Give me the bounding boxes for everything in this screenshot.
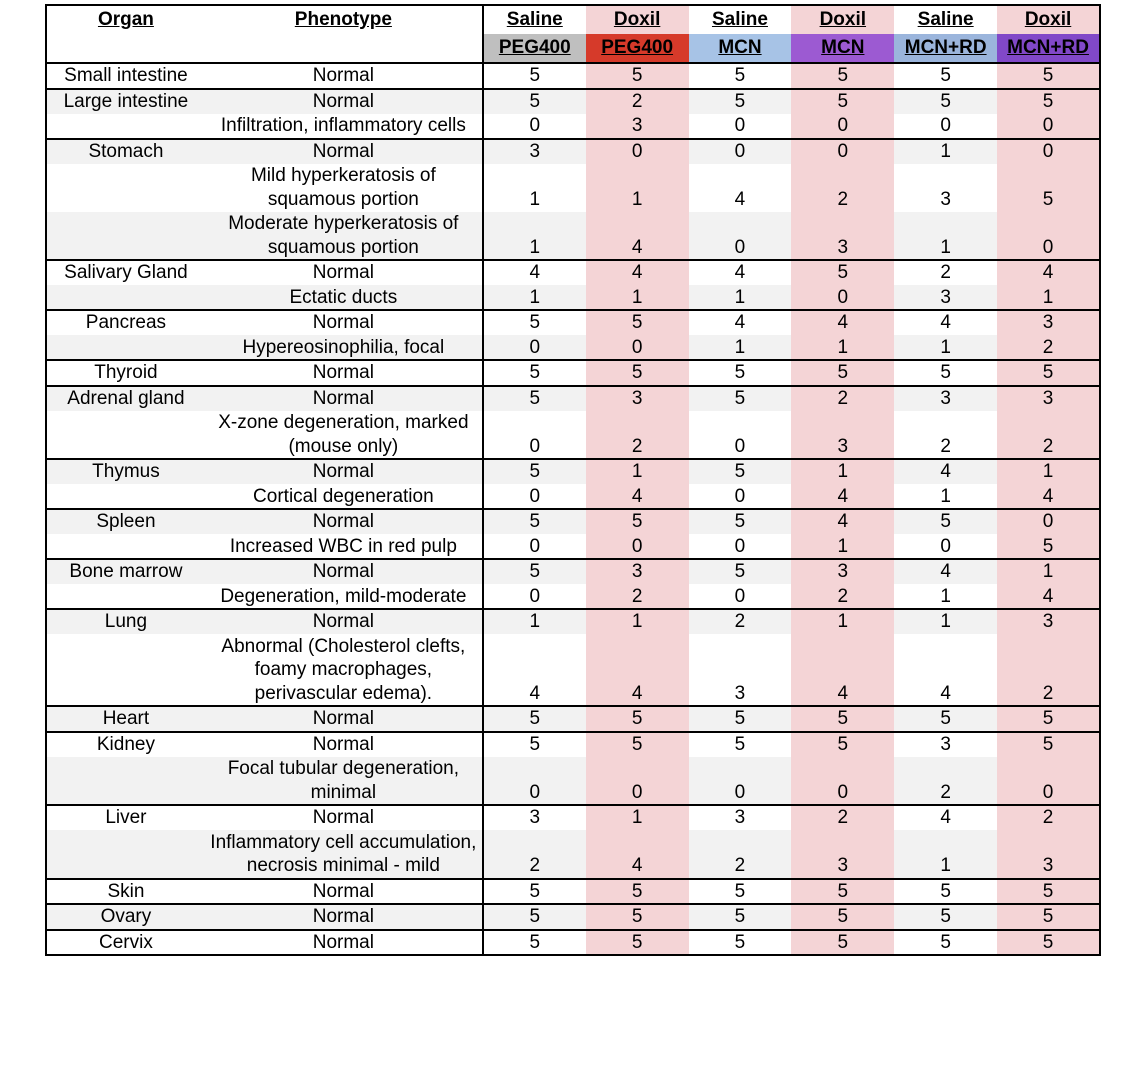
- count-cell: 1: [894, 335, 997, 360]
- count-cell: 5: [586, 706, 689, 732]
- table-row: [46, 285, 1100, 310]
- count-cell: 2: [483, 830, 586, 879]
- count-cell: 1: [483, 164, 586, 212]
- count-cell: 5: [483, 930, 586, 956]
- table-row: [46, 930, 1100, 956]
- count-cell: 4: [894, 459, 997, 484]
- count-cell: 5: [483, 509, 586, 534]
- count-cell: 0: [791, 114, 894, 139]
- count-cell: 5: [483, 879, 586, 905]
- count-cell: 4: [586, 212, 689, 261]
- organ-cell: [46, 335, 205, 360]
- count-cell: 0: [586, 335, 689, 360]
- count-cell: 5: [997, 879, 1100, 905]
- count-cell: 5: [483, 310, 586, 335]
- count-cell: 4: [791, 310, 894, 335]
- count-cell: 1: [586, 805, 689, 830]
- organ-cell: Pancreas: [85, 312, 167, 333]
- count-cell: 1: [997, 559, 1100, 584]
- table-row: [46, 164, 1100, 212]
- count-cell: 0: [734, 585, 746, 607]
- vehicle-header-saline-mcn: MCN: [689, 34, 792, 63]
- treatment-header-saline-peg400: Saline: [483, 5, 586, 34]
- count-cell: 3: [586, 559, 689, 584]
- count-cell: 2: [586, 584, 689, 609]
- count-cell: 5: [894, 509, 997, 534]
- count-cell: 4: [586, 260, 689, 285]
- count-cell: 2: [997, 805, 1100, 830]
- count-cell: 5: [997, 360, 1100, 386]
- count-cell: 1: [483, 285, 586, 310]
- count-cell: 0: [586, 757, 689, 806]
- organ-cell: Cervix: [99, 931, 153, 953]
- count-cell: 1: [940, 585, 951, 607]
- table-row: [46, 360, 1100, 386]
- vehicle-header-doxil-mcn-rd: MCN+RD: [997, 34, 1100, 63]
- phenotype-cell: Normal: [205, 609, 483, 634]
- organ-cell: Spleen: [46, 509, 205, 534]
- count-cell: 4: [734, 188, 746, 210]
- count-cell: 5: [689, 386, 792, 411]
- organ-cell: Adrenal gland: [46, 386, 205, 411]
- count-cell: 0: [997, 114, 1100, 139]
- organ-cell: [46, 484, 205, 509]
- count-cell: 5: [586, 360, 689, 386]
- count-cell: 5: [791, 89, 894, 114]
- count-cell: 3: [791, 212, 894, 261]
- organ-cell: Skin: [107, 880, 145, 902]
- count-cell: 5: [586, 509, 689, 534]
- organ-cell: [46, 164, 205, 212]
- count-cell: 1: [791, 459, 894, 484]
- vehicle-header-saline-mcn-rd: MCN+RD: [894, 34, 997, 63]
- count-cell: 2: [586, 89, 689, 114]
- count-cell: 3: [586, 386, 689, 411]
- count-cell: 1: [894, 139, 997, 164]
- phenotype-cell: Normal: [312, 65, 374, 86]
- count-cell: 5: [791, 879, 894, 905]
- organ-cell: Thymus: [46, 459, 205, 484]
- count-cell: 0: [940, 115, 951, 136]
- count-cell: 3: [894, 285, 997, 310]
- organ-cell: Liver: [105, 807, 147, 828]
- organ-cell: Ovary: [46, 904, 205, 930]
- table-row: [46, 335, 1100, 360]
- count-cell: 0: [734, 535, 746, 557]
- count-cell: 4: [791, 634, 894, 706]
- count-cell: 5: [940, 65, 951, 86]
- organ-column-header: Organ: [97, 9, 154, 30]
- phenotype-cell: Mild hyperkeratosis of squamous portion: [250, 165, 436, 210]
- count-cell: 0: [689, 139, 792, 164]
- count-cell: 5: [586, 904, 689, 930]
- count-cell: 5: [586, 63, 689, 89]
- table-row: [46, 411, 1100, 460]
- count-cell: 3: [997, 830, 1100, 879]
- phenotype-cell: Normal: [205, 386, 483, 411]
- phenotype-cell: Focal tubular degeneration, minimal: [205, 757, 483, 806]
- organ-cell: [46, 634, 205, 706]
- count-cell: 5: [483, 386, 586, 411]
- treatment-header-saline-mcn: Saline: [689, 5, 792, 34]
- table-row: [46, 904, 1100, 930]
- count-cell: 5: [586, 310, 689, 335]
- table-row: [46, 310, 1100, 335]
- count-cell: 2: [791, 805, 894, 830]
- count-cell: 0: [940, 535, 951, 557]
- count-cell: 1: [586, 164, 689, 212]
- count-cell: 3: [940, 733, 951, 755]
- count-cell: 3: [997, 310, 1100, 335]
- count-cell: 4: [483, 634, 586, 706]
- table-row: [46, 634, 1100, 706]
- count-cell: 5: [940, 880, 951, 902]
- count-cell: 4: [586, 830, 689, 879]
- count-cell: 1: [997, 459, 1100, 484]
- phenotype-cell: Normal: [205, 904, 483, 930]
- count-cell: 4: [940, 312, 951, 333]
- count-cell: 4: [940, 807, 951, 828]
- organ-cell: Bone marrow: [46, 559, 205, 584]
- count-cell: 2: [997, 411, 1100, 460]
- phenotype-column-header: Phenotype: [294, 9, 392, 30]
- count-cell: 1: [997, 285, 1100, 310]
- organ-cell: Thyroid: [94, 362, 158, 383]
- count-cell: 5: [997, 534, 1100, 559]
- organ-cell: [46, 285, 205, 310]
- organ-cell: [46, 411, 205, 460]
- phenotype-cell: Normal: [312, 807, 374, 828]
- count-cell: 5: [997, 706, 1100, 732]
- count-cell: 5: [483, 706, 586, 732]
- table-row: [46, 879, 1100, 905]
- count-cell: 5: [483, 360, 586, 386]
- phenotype-cell: Increased WBC in red pulp: [229, 535, 457, 557]
- count-cell: 5: [483, 732, 586, 757]
- count-cell: 2: [940, 435, 951, 457]
- count-cell: 2: [791, 386, 894, 411]
- count-cell: 0: [791, 139, 894, 164]
- count-cell: 0: [483, 484, 586, 509]
- phenotype-cell: Abnormal (Cholesterol clefts, foamy macrophages, perivascular edema).: [221, 635, 466, 704]
- count-cell: 0: [997, 509, 1100, 534]
- count-cell: 0: [734, 485, 746, 507]
- count-cell: 4: [997, 584, 1100, 609]
- table-row: [46, 559, 1100, 584]
- organ-cell: [46, 534, 205, 559]
- count-cell: 5: [734, 733, 746, 755]
- table-row: [46, 260, 1100, 285]
- count-cell: 3: [483, 805, 586, 830]
- count-cell: 5: [689, 706, 792, 732]
- table-row: [46, 89, 1100, 114]
- count-cell: 3: [734, 682, 746, 704]
- table-row: [46, 509, 1100, 534]
- phenotype-cell: Normal: [312, 312, 374, 333]
- table-row: [46, 212, 1100, 261]
- count-cell: 4: [940, 682, 951, 704]
- count-cell: 0: [586, 534, 689, 559]
- count-cell: 0: [586, 139, 689, 164]
- count-cell: 5: [483, 63, 586, 89]
- count-cell: 3: [586, 114, 689, 139]
- count-cell: 2: [586, 411, 689, 460]
- count-cell: 5: [894, 89, 997, 114]
- phenotype-cell: Normal: [312, 880, 374, 902]
- count-cell: 5: [997, 164, 1100, 212]
- count-cell: 1: [483, 609, 586, 634]
- count-cell: 5: [997, 904, 1100, 930]
- count-cell: 4: [734, 262, 746, 283]
- phenotype-cell: Normal: [205, 706, 483, 732]
- count-cell: 5: [997, 63, 1100, 89]
- organ-cell: Small intestine: [64, 65, 188, 86]
- count-cell: 5: [791, 63, 894, 89]
- count-cell: 1: [791, 335, 894, 360]
- histopathology-table: [45, 4, 1101, 956]
- phenotype-cell: X-zone degeneration, marked (mouse only): [218, 412, 469, 457]
- count-cell: 5: [689, 89, 792, 114]
- table-row: [46, 706, 1100, 732]
- count-cell: 0: [689, 757, 792, 806]
- count-cell: 5: [586, 930, 689, 956]
- count-cell: 5: [791, 706, 894, 732]
- count-cell: 1: [689, 285, 792, 310]
- table-row: [46, 534, 1100, 559]
- count-cell: 3: [791, 830, 894, 879]
- count-cell: 4: [791, 509, 894, 534]
- count-cell: 5: [940, 362, 951, 383]
- count-cell: 5: [791, 930, 894, 956]
- count-cell: 0: [791, 757, 894, 806]
- phenotype-cell: Normal: [205, 509, 483, 534]
- table-row: [46, 805, 1100, 830]
- count-cell: 3: [791, 411, 894, 460]
- count-cell: 5: [689, 904, 792, 930]
- count-cell: 5: [586, 879, 689, 905]
- count-cell: 5: [734, 362, 746, 383]
- count-cell: 3: [997, 609, 1100, 634]
- treatment-header-doxil-mcn: Doxil: [791, 5, 894, 34]
- count-cell: 5: [586, 732, 689, 757]
- count-cell: 3: [997, 386, 1100, 411]
- count-cell: 2: [997, 634, 1100, 706]
- count-cell: 1: [791, 534, 894, 559]
- count-cell: 3: [894, 386, 997, 411]
- organ-cell: Lung: [46, 609, 205, 634]
- count-cell: 1: [940, 485, 951, 507]
- count-cell: 0: [483, 757, 586, 806]
- count-cell: 5: [997, 89, 1100, 114]
- table-row: [46, 63, 1100, 89]
- phenotype-cell: Normal: [205, 89, 483, 114]
- count-cell: 5: [734, 931, 746, 953]
- count-cell: 0: [483, 411, 586, 460]
- phenotype-cell: Cortical degeneration: [253, 485, 434, 507]
- count-cell: 1: [791, 609, 894, 634]
- count-cell: 5: [483, 459, 586, 484]
- count-cell: 2: [894, 757, 997, 806]
- count-cell: 5: [483, 559, 586, 584]
- vehicle-header-saline-peg400: PEG400: [483, 34, 586, 63]
- count-cell: 5: [791, 904, 894, 930]
- phenotype-cell: Inflammatory cell accumulation, necrosis minimal - mild: [205, 830, 483, 879]
- phenotype-cell: Normal: [312, 931, 374, 953]
- treatment-header-doxil-mcn-rd: Doxil: [997, 5, 1100, 34]
- count-cell: 5: [689, 459, 792, 484]
- header-row-treatment: [46, 5, 1100, 34]
- organ-cell: Stomach: [46, 139, 205, 164]
- count-cell: 5: [894, 904, 997, 930]
- count-cell: 2: [689, 609, 792, 634]
- count-cell: 4: [586, 634, 689, 706]
- count-cell: 3: [734, 807, 746, 828]
- count-cell: 3: [791, 559, 894, 584]
- organ-cell: [46, 584, 205, 609]
- table-row: [46, 459, 1100, 484]
- organ-cell: [46, 114, 205, 139]
- count-cell: 0: [483, 584, 586, 609]
- count-cell: 5: [689, 559, 792, 584]
- count-cell: 1: [894, 212, 997, 261]
- organ-cell: Large intestine: [46, 89, 205, 114]
- table-row: [46, 830, 1100, 879]
- table-row: [46, 139, 1100, 164]
- count-cell: 5: [791, 360, 894, 386]
- count-cell: 0: [997, 139, 1100, 164]
- phenotype-cell: Normal: [312, 733, 374, 755]
- count-cell: 1: [586, 285, 689, 310]
- phenotype-cell: Normal: [205, 459, 483, 484]
- table-row: [46, 609, 1100, 634]
- phenotype-cell: Hypereosinophilia, focal: [205, 335, 483, 360]
- count-cell: 5: [997, 732, 1100, 757]
- table-row: [46, 484, 1100, 509]
- table-row: [46, 757, 1100, 806]
- count-cell: 3: [483, 139, 586, 164]
- count-cell: 2: [689, 830, 792, 879]
- table-body: [46, 63, 1100, 955]
- count-cell: 1: [483, 212, 586, 261]
- phenotype-cell: Normal: [205, 139, 483, 164]
- count-cell: 5: [791, 260, 894, 285]
- vehicle-header-doxil-peg400: PEG400: [586, 34, 689, 63]
- count-cell: 4: [483, 260, 586, 285]
- count-cell: 5: [734, 880, 746, 902]
- count-cell: 1: [586, 459, 689, 484]
- organ-cell: [46, 212, 205, 261]
- count-cell: 2: [997, 335, 1100, 360]
- count-cell: 0: [997, 757, 1100, 806]
- organ-cell: Kidney: [96, 733, 155, 755]
- count-cell: 5: [689, 509, 792, 534]
- phenotype-cell: Moderate hyperkeratosis of squamous portion: [205, 212, 483, 261]
- count-cell: 2: [791, 164, 894, 212]
- table-row: [46, 584, 1100, 609]
- count-cell: 5: [483, 904, 586, 930]
- count-cell: 5: [894, 706, 997, 732]
- treatment-header-saline-mcn-rd: Saline: [894, 5, 997, 34]
- count-cell: 1: [894, 830, 997, 879]
- count-cell: 0: [734, 115, 746, 136]
- count-cell: 0: [483, 534, 586, 559]
- count-cell: 2: [791, 584, 894, 609]
- count-cell: 5: [940, 931, 951, 953]
- count-cell: 5: [997, 930, 1100, 956]
- table-row: [46, 386, 1100, 411]
- count-cell: 4: [997, 260, 1100, 285]
- count-cell: 4: [734, 312, 746, 333]
- count-cell: 1: [586, 609, 689, 634]
- organ-cell: Heart: [46, 706, 205, 732]
- count-cell: 0: [791, 285, 894, 310]
- count-cell: 4: [894, 559, 997, 584]
- count-cell: 0: [483, 335, 586, 360]
- count-cell: 2: [940, 262, 951, 283]
- treatment-header-doxil-peg400: Doxil: [586, 5, 689, 34]
- count-cell: 5: [734, 65, 746, 86]
- phenotype-cell: Normal: [312, 262, 374, 283]
- count-cell: 0: [689, 212, 792, 261]
- organ-cell: [46, 830, 205, 879]
- table-row: [46, 114, 1100, 139]
- organ-cell: [46, 757, 205, 806]
- organ-cell: Salivary Gland: [64, 262, 188, 283]
- table-row: [46, 732, 1100, 757]
- phenotype-cell: Infiltration, inflammatory cells: [220, 115, 466, 136]
- count-cell: 0: [734, 435, 746, 457]
- count-cell: 1: [894, 609, 997, 634]
- vehicle-header-doxil-mcn: MCN: [791, 34, 894, 63]
- count-cell: 4: [586, 484, 689, 509]
- count-cell: 5: [483, 89, 586, 114]
- count-cell: 3: [940, 188, 951, 210]
- phenotype-cell: Normal: [205, 559, 483, 584]
- count-cell: 4: [997, 484, 1100, 509]
- count-cell: 0: [483, 114, 586, 139]
- count-cell: 4: [791, 484, 894, 509]
- count-cell: 0: [997, 212, 1100, 261]
- count-cell: 1: [689, 335, 792, 360]
- phenotype-cell: Degeneration, mild-moderate: [220, 585, 467, 607]
- phenotype-cell: Ectatic ducts: [205, 285, 483, 310]
- phenotype-cell: Normal: [312, 362, 374, 383]
- count-cell: 5: [791, 732, 894, 757]
